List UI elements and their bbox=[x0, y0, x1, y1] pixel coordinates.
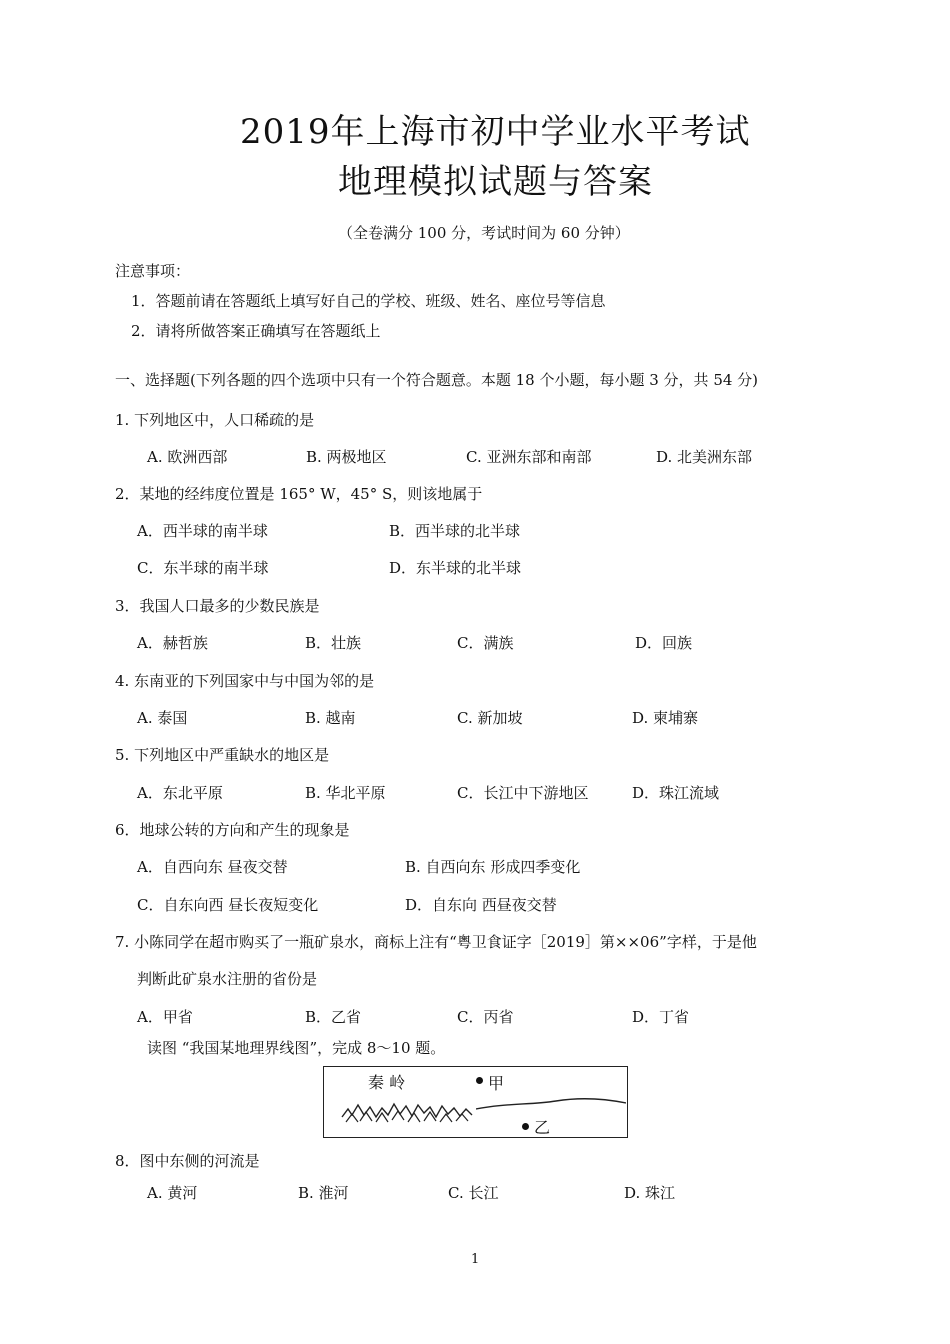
question-stem: 1. 下列地区中，人口稀疏的是 bbox=[115, 411, 315, 429]
option: D. 北美洲东部 bbox=[656, 448, 753, 466]
page-number: 1 bbox=[471, 1252, 480, 1267]
map-label-qinling: 秦 岭 bbox=[368, 1073, 406, 1092]
option: A. 黄河 bbox=[147, 1184, 198, 1202]
option: A．自西向东 昼夜交替 bbox=[137, 858, 288, 876]
read-map-instruction: 读图 “我国某地理界线图”，完成 8～10 题。 bbox=[147, 1039, 446, 1057]
question-stem: 3．我国人口最多的少数民族是 bbox=[115, 597, 320, 615]
option: C．满族 bbox=[457, 634, 514, 652]
option: B. 华北平原 bbox=[305, 784, 386, 802]
option: D．珠江流域 bbox=[632, 784, 720, 802]
option: C．自东向西 昼长夜短变化 bbox=[137, 896, 319, 914]
river-line bbox=[476, 1093, 626, 1123]
option: D．回族 bbox=[635, 634, 693, 652]
option: B. 两极地区 bbox=[306, 448, 387, 466]
question-stem: 4. 东南亚的下列国家中与中国为邻的是 bbox=[115, 672, 375, 690]
option: A．甲省 bbox=[137, 1008, 193, 1026]
option: A. 欧洲西部 bbox=[147, 448, 228, 466]
point-a-marker bbox=[476, 1077, 483, 1084]
question-stem: 8．图中东侧的河流是 bbox=[115, 1152, 260, 1170]
option: B. 自西向东 形成四季变化 bbox=[405, 858, 581, 876]
subtitle: （全卷满分 100 分，考试时间为 60 分钟） bbox=[338, 224, 630, 242]
option: C．长江中下游地区 bbox=[457, 784, 589, 802]
notice-item: 1．答题前请在答题纸上填写好自己的学校、班级、姓名、座位号等信息 bbox=[131, 292, 606, 310]
option: D. 柬埔寨 bbox=[632, 709, 699, 727]
option: C．东半球的南半球 bbox=[137, 559, 269, 577]
option: B．乙省 bbox=[305, 1008, 362, 1026]
point-b-marker bbox=[522, 1123, 529, 1130]
option: C．丙省 bbox=[457, 1008, 514, 1026]
option: B．壮族 bbox=[305, 634, 362, 652]
question-stem: 6．地球公转的方向和产生的现象是 bbox=[115, 821, 350, 839]
option: A. 泰国 bbox=[137, 709, 188, 727]
boundary-map-figure bbox=[323, 1066, 628, 1138]
section-heading: 一、选择题(下列各题的四个选项中只有一个符合题意。本题 18 个小题，每小题 3 分，共 54 分) bbox=[115, 371, 759, 389]
option: D．东半球的北半球 bbox=[389, 559, 522, 577]
option: B．西半球的北半球 bbox=[389, 522, 521, 540]
option: B. 淮河 bbox=[298, 1184, 349, 1202]
notice-heading: 注意事项： bbox=[115, 262, 191, 280]
question-stem: 7. 小陈同学在超市购买了一瓶矿泉水，商标上注有“粤卫食证字［2019］第××06”字样，于是他 bbox=[115, 933, 757, 951]
option: D．自东向 西昼夜交替 bbox=[405, 896, 557, 914]
option: D. 珠江 bbox=[624, 1184, 676, 1202]
question-stem-continued: 判断此矿泉水注册的省份是 bbox=[137, 970, 318, 988]
map-label-jia: 甲 bbox=[488, 1074, 505, 1093]
mountains-icon bbox=[340, 1087, 480, 1127]
option: A．西半球的南半球 bbox=[137, 522, 268, 540]
question-stem: 5. 下列地区中严重缺水的地区是 bbox=[115, 746, 330, 764]
option: B. 越南 bbox=[305, 709, 356, 727]
option: C. 新加坡 bbox=[457, 709, 523, 727]
option: A．东北平原 bbox=[137, 784, 223, 802]
map-label-yi: 乙 bbox=[534, 1118, 551, 1137]
option: A．赫哲族 bbox=[137, 634, 208, 652]
option: C. 长江 bbox=[448, 1184, 499, 1202]
option: D．丁省 bbox=[632, 1008, 690, 1026]
question-stem: 2．某地的经纬度位置是 165° W，45° S，则该地属于 bbox=[115, 485, 483, 503]
title-line-1: 2019年上海市初中学业水平考试 bbox=[240, 112, 751, 152]
option: C. 亚洲东部和南部 bbox=[466, 448, 592, 466]
title-line-2: 地理模拟试题与答案 bbox=[338, 162, 653, 202]
notice-item: 2．请将所做答案正确填写在答题纸上 bbox=[131, 322, 381, 340]
